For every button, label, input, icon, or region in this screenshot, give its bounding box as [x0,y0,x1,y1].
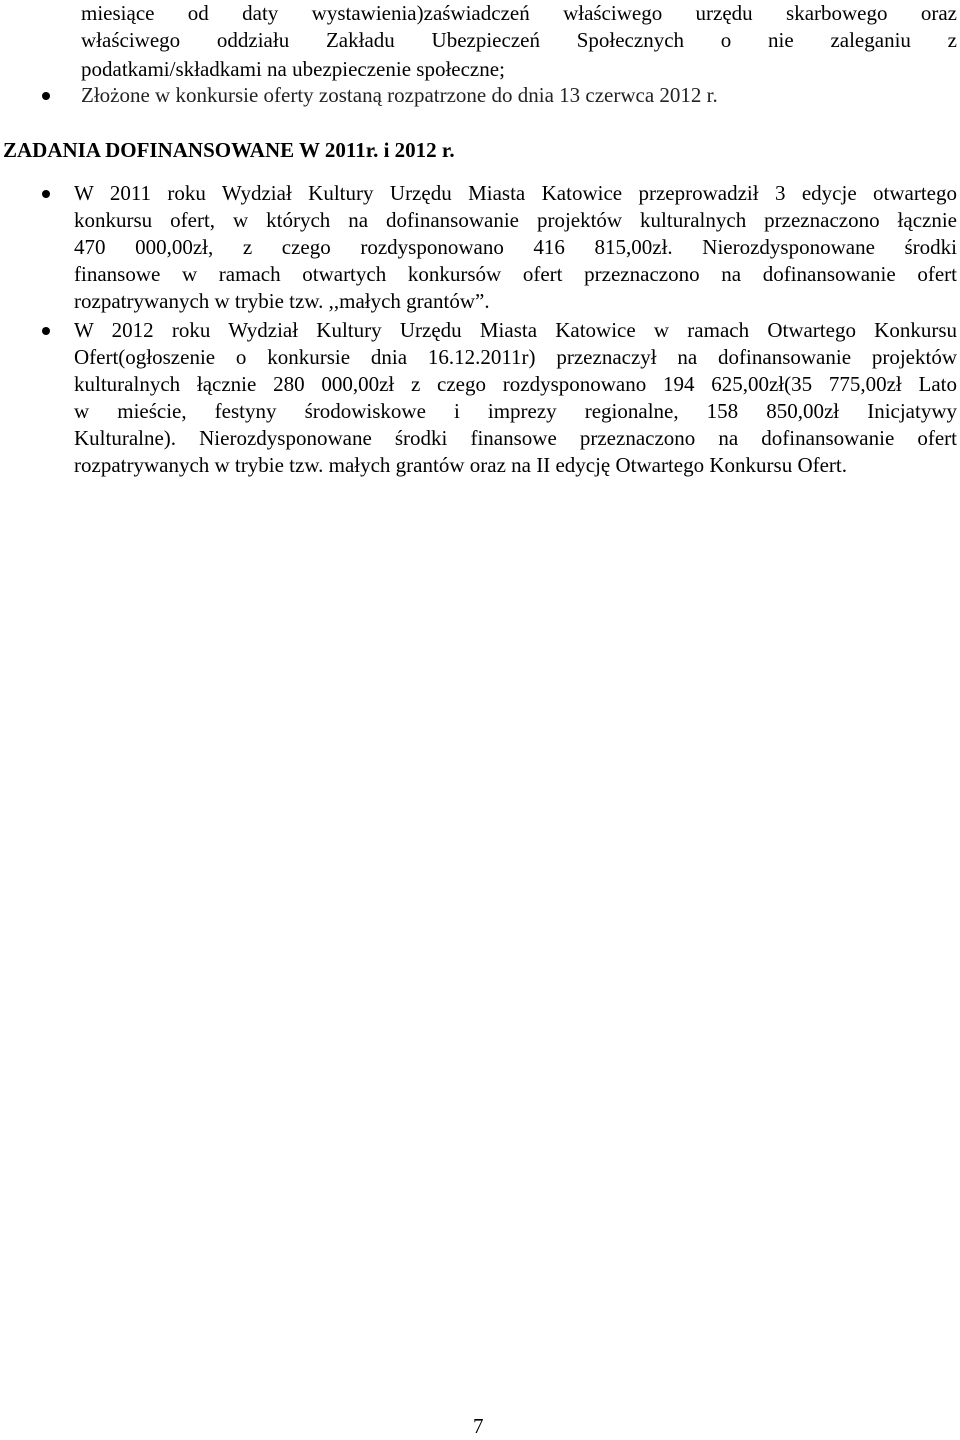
deadline-text: Złożone w konkursie oferty zostaną rozpatrzone do dnia 13 czerwca 2012 r. [81,83,718,107]
paragraph-2012-line: W 2012 roku Wydział Kultury Urzędu Miasta Katowice w ramach Otwartego Konkursu [74,318,957,342]
paragraph-2012-line: w mieście, festyny środowiskowe i imprezy regionalne, 158 850,00zł Inicjatywy [74,399,957,423]
paragraph-2011-line: W 2011 roku Wydział Kultury Urzędu Miasta Katowice przeprowadził 3 edycje otwartego [74,181,957,205]
paragraph-2012-line: Kulturalne). Nierozdysponowane środki finansowe przeznaczono na dofinansowanie ofert [74,426,957,450]
continuation-line: właściwego oddziału Zakładu Ubezpieczeń Społecznych o nie zaleganiu z [81,28,957,52]
paragraph-2012-line: kulturalnych łącznie 280 000,00zł z czego rozdysponowano 194 625,00zł(35 775,00zł Lato [74,372,957,396]
paragraph-2012-line: Ofert(ogłoszenie o konkursie dnia 16.12.2011r) przeznaczył na dofinansowanie projektów [74,345,957,369]
paragraph-2011-line: konkursu ofert, w których na dofinansowanie projektów kulturalnych przeznaczono łącznie [74,208,957,232]
section-heading: ZADANIA DOFINANSOWANE W 2011r. i 2012 r. [3,138,455,162]
bullet-dot [42,190,50,198]
bullet-dot [42,327,50,335]
continuation-line: podatkami/składkami na ubezpieczenie społeczne; [81,57,505,81]
continuation-line: miesiące od daty wystawienia)zaświadczeń właściwego urzędu skarbowego oraz [81,1,957,25]
paragraph-2011-line: 470 000,00zł, z czego rozdysponowano 416 815,00zł. Nierozdysponowane środki [74,235,957,259]
page-number: 7 [473,1414,484,1438]
bullet-dot [42,92,50,100]
paragraph-2012-line: rozpatrywanych w trybie tzw. małych grantów oraz na II edycję Otwartego Konkursu Ofert. [74,453,848,477]
paragraph-2011-line: rozpatrywanych w trybie tzw. ,,małych grantów”. [74,289,490,313]
paragraph-2011-line: finansowe w ramach otwartych konkursów ofert przeznaczono na dofinansowanie ofert [74,262,957,286]
